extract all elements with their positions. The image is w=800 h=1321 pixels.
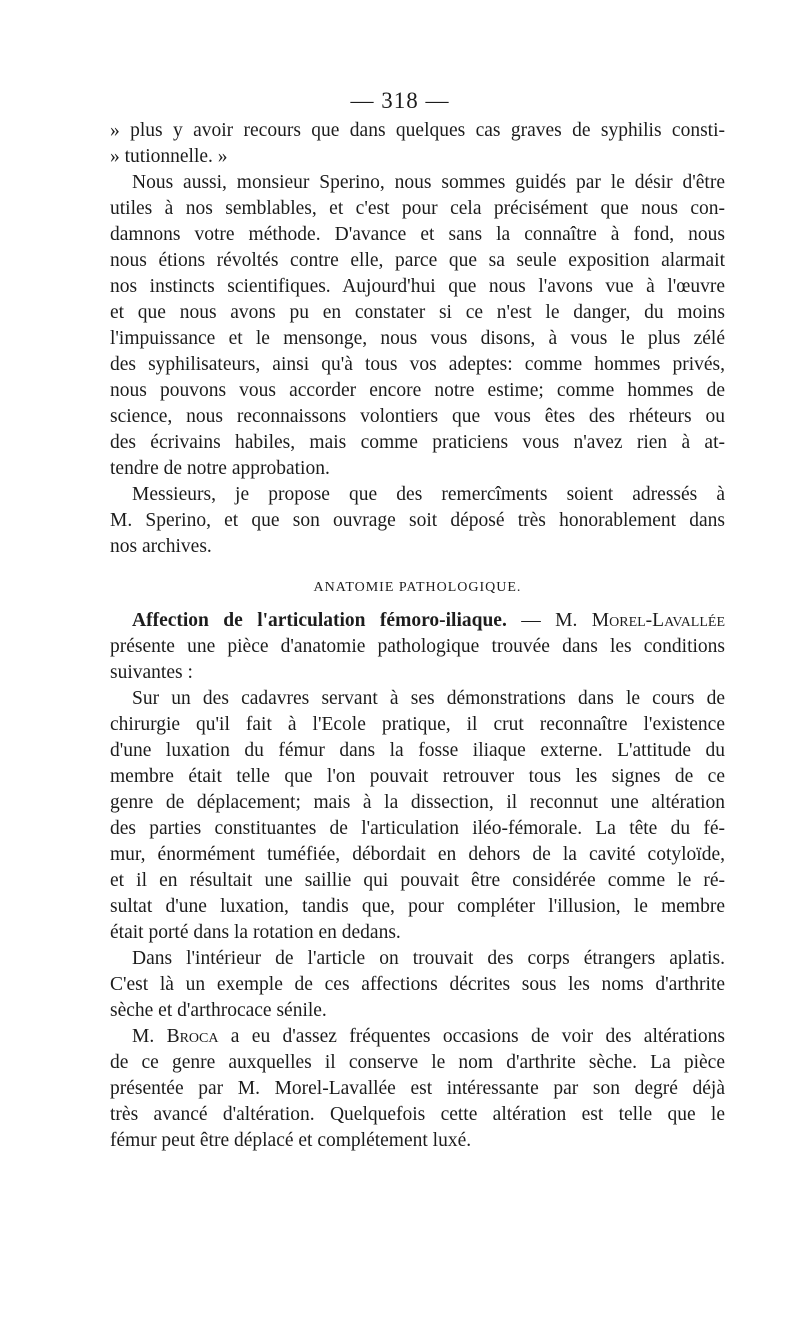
text-line: M. Sperino, et que son ouvrage soit déposé très honorablement dans bbox=[110, 510, 725, 531]
text-line: chirurgie qu'il fait à l'Ecole pratique, il crut reconnaître l'existence bbox=[110, 714, 725, 735]
paragraph-affection-entry bbox=[110, 608, 725, 686]
broca-first-line-rest: a eu d'assez fréquentes occasions de voir des altérations bbox=[218, 1026, 726, 1047]
text-line: présentée par M. Morel-Lavallée est intéressante par son degré déjà bbox=[110, 1078, 725, 1099]
paragraph-foreign-bodies bbox=[110, 946, 725, 1024]
entry-dash: — M. bbox=[506, 610, 592, 631]
text-line: et que nous avons pu en constater si ce n'est le danger, du moins bbox=[110, 302, 725, 323]
text-line: nous pouvons vous accorder encore notre estime; comme hommes de bbox=[110, 380, 725, 401]
text-line: fémur peut être déplacé et complétement luxé. bbox=[110, 1130, 472, 1151]
text-line: science, nous reconnaissons volontiers que vous êtes des rhéteurs ou bbox=[110, 406, 725, 427]
text-line: Sur un des cadavres servant à ses démonstrations dans le cours de bbox=[132, 688, 725, 709]
paragraph-sperino-response bbox=[110, 170, 725, 482]
paragraph-proposal bbox=[110, 482, 725, 560]
broca-prefix: M. bbox=[132, 1026, 167, 1047]
text-line: sultat d'une luxation, tandis que, pour compléter l'illusion, le membre bbox=[110, 896, 725, 917]
entry-title: Affection de l'articulation fémoro-iliaque. bbox=[132, 610, 507, 631]
text-line: Nous aussi, monsieur Sperino, nous sommes guidés par le désir d'être bbox=[132, 172, 725, 193]
text-line: des écrivains habiles, mais comme praticiens vous n'avez rien à at- bbox=[110, 432, 725, 453]
text-line: nos archives. bbox=[110, 536, 212, 557]
text-line: et il en résultait une saillie qui pouvait être considérée comme le ré- bbox=[110, 870, 725, 891]
text-line: l'impuissance et le mensonge, nous vous disons, à vous le plus zélé bbox=[110, 328, 725, 349]
text-line: membre était telle que l'on pouvait retrouver tous les signes de ce bbox=[110, 766, 725, 787]
paragraph-case-description bbox=[110, 686, 725, 946]
text-line: nous étions révoltés contre elle, parce que sa seule exposition alarmait bbox=[110, 250, 725, 271]
paragraph-broca-remark bbox=[110, 1024, 725, 1154]
text-line: très avancé d'altération. Quelquefois cette altération est telle que le bbox=[110, 1104, 725, 1125]
text-line: » tutionnelle. » bbox=[110, 146, 228, 167]
text-line: d'une luxation du fémur dans la fosse iliaque externe. L'attitude du bbox=[110, 740, 725, 761]
text-line: C'est là un exemple de ces affections décrites sous les noms d'arthrite bbox=[110, 974, 725, 995]
entry-first-line bbox=[110, 608, 725, 634]
text-line: utiles à nos semblables, et c'est pour cela précisément que nous con- bbox=[110, 198, 725, 219]
entry-author: Morel-Lavallée bbox=[591, 610, 726, 631]
text-line: sèche et d'arthrocace sénile. bbox=[110, 1000, 327, 1021]
broca-name: Broca bbox=[166, 1026, 219, 1047]
section-heading: ANATOMIE PATHOLOGIQUE. bbox=[313, 580, 522, 595]
body-text bbox=[110, 118, 725, 1154]
text-line: de ce genre auxquelles il conserve le nom d'arthrite sèche. La pièce bbox=[110, 1052, 725, 1073]
text-line: mur, énormément tuméfiée, débordait en dehors de la cavité cotyloïde, bbox=[110, 844, 725, 865]
text-line: genre de déplacement; mais à la dissection, il reconnut une altération bbox=[110, 792, 725, 813]
text-line: damnons votre méthode. D'avance et sans la connaître à fond, nous bbox=[110, 224, 725, 245]
text-line: tendre de notre approbation. bbox=[110, 458, 330, 479]
text-line: des parties constituantes de l'articulation iléo-fémorale. La tête du fé- bbox=[110, 818, 725, 839]
text-line: était porté dans la rotation en dedans. bbox=[110, 922, 401, 943]
paragraph-continuation bbox=[110, 118, 725, 170]
text-line: des syphilisateurs, ainsi qu'à tous vos adeptes: comme hommes privés, bbox=[110, 354, 725, 375]
text-line: Messieurs, je propose que des remercîments soient adressés à bbox=[132, 484, 725, 505]
text-line: présente une pièce d'anatomie pathologique trouvée dans les conditions bbox=[110, 636, 725, 657]
text-line: » plus y avoir recours que dans quelques cas graves de syphilis consti- bbox=[110, 120, 725, 141]
text-line: suivantes : bbox=[110, 662, 193, 683]
text-line: Dans l'intérieur de l'article on trouvait des corps étrangers aplatis. bbox=[132, 948, 725, 969]
text-line: nos instincts scientifiques. Aujourd'hui que nous l'avons vue à l'œuvre bbox=[110, 276, 725, 297]
broca-first-line bbox=[110, 1024, 725, 1050]
page-number: — 318 — bbox=[350, 88, 450, 113]
